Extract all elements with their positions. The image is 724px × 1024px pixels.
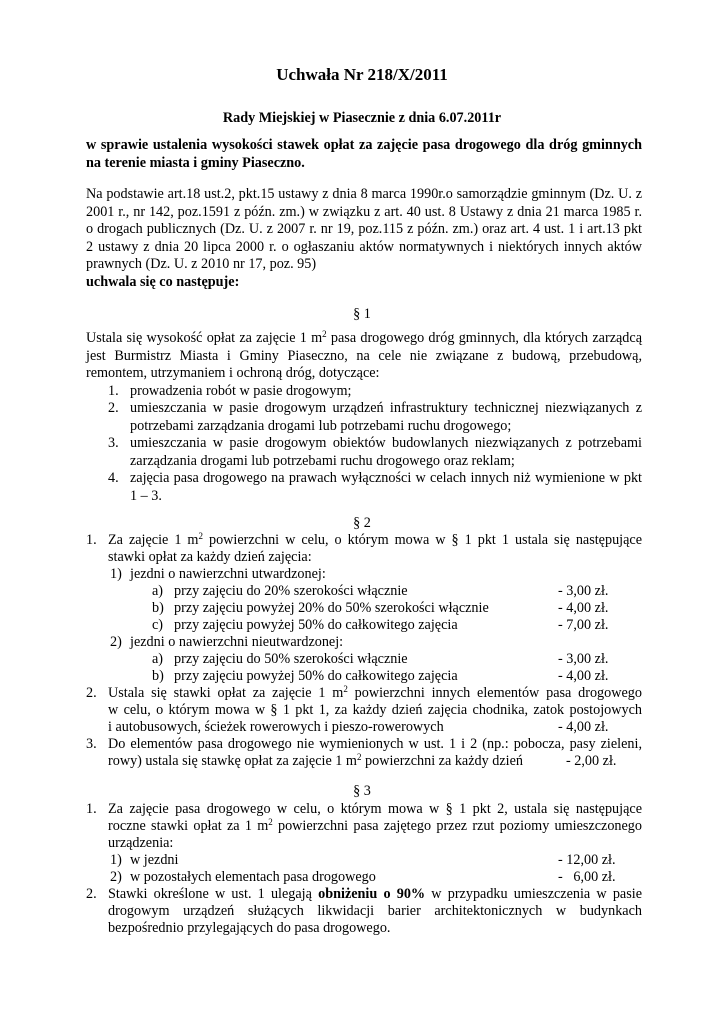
section-1-intro-sup: 2: [322, 329, 327, 339]
section-2-para-1-text-b: powierzchni w celu, o którym mowa w § 1 pkt 1 ustala się następujące: [202, 532, 642, 548]
section-2-heading: § 2: [353, 515, 371, 531]
section-1-item: zajęcia pasa drogowego na prawach wyłączności w celach innych niż wymienione w pkt 1 – 3.: [130, 470, 642, 504]
subitem-num: 1): [110, 852, 122, 868]
section-2-para-1-sup: 2: [198, 531, 203, 541]
section-2-para-3-text-b: powierzchni za każdy dzień: [361, 753, 523, 769]
section-3-para-2-line-3: bezpośrednio przylegających do pasa drogowego.: [108, 920, 391, 936]
section-3-para-2-line-2: drogowym urządzeń służących likwidacji barier architektonicznych w budynkach: [108, 903, 642, 919]
rate-letter: a): [152, 583, 164, 599]
section-1-item-num: 3.: [108, 435, 119, 451]
section-1-item: prowadzenia robót w pasie drogowym;: [130, 383, 352, 399]
section-3-para-2-text-b: w przypadku umieszczenia w pasie: [425, 886, 642, 902]
rate-text: przy zajęciu do 50% szerokości włącznie: [174, 651, 408, 667]
rate-amount: - 6,00 zł.: [558, 869, 616, 885]
section-2-para-1-line-2: stawki opłat za każdy dzień zajęcia:: [108, 549, 312, 565]
section-2-para-3-line-1: Do elementów pasa drogowego nie wymienionych w ust. 1 i 2 (np.: pobocza, pasy zieleni,: [108, 736, 642, 752]
subitem-text: w pozostałych elementach pasa drogowego: [130, 869, 376, 885]
section-1-intro: [86, 330, 642, 383]
section-3-para-1-line-3: urządzenia:: [108, 835, 174, 851]
section-2-para-3-line-2: [108, 753, 523, 771]
subitem-num: 1): [110, 566, 122, 582]
section-3-para-1-line-2: [108, 818, 642, 836]
section-3-para-1-text-a: roczne stawki opłat za 1 m: [108, 818, 269, 834]
rate-text: przy zajęciu do 20% szerokości włącznie: [174, 583, 408, 599]
resolution-subtitle: Rady Miejskiej w Piasecznie z dnia 6.07.2011r: [222, 110, 502, 126]
section-3-para-1-line-1: Za zajęcie pasa drogowego w celu, o którym mowa w § 1 pkt 2, ustala się następujące: [108, 801, 642, 817]
section-1-heading: § 1: [353, 306, 371, 322]
rate-text: przy zajęciu powyżej 50% do całkowitego zajęcia: [174, 668, 458, 684]
subitem-label: jezdni o nawierzchni utwardzonej:: [130, 566, 326, 582]
rate-letter: a): [152, 651, 164, 667]
rate-amount: - 2,00 zł.: [566, 753, 617, 769]
section-3-para-2-text-a: Stawki określone w ust. 1 ulegają: [108, 886, 319, 902]
section-1-item: umieszczania w pasie drogowym urządzeń infrastruktury technicznej niezwiązanych z potrzebami zarządzania drogami lub potrzebami ruchu drogowego;: [130, 400, 642, 434]
section-1-item: umieszczania w pasie drogowym obiektów budowlanych niezwiązanych z potrzebami zarządzania drogami lub potrzebami ruchu drogowego oraz reklam;: [130, 435, 642, 469]
section-2-para-num: 2.: [86, 685, 97, 701]
section-2-para-2-sup: 2: [343, 684, 348, 694]
section-2-para-num: 1.: [86, 532, 97, 548]
rate-text: przy zajęciu powyżej 50% do całkowitego zajęcia: [174, 617, 458, 633]
section-1-item-num: 4.: [108, 470, 119, 486]
section-2-para-1-text-a: Za zajęcie 1 m: [108, 532, 199, 548]
section-2-para-3-sup: 2: [356, 752, 362, 762]
rate-letter: b): [152, 600, 164, 616]
section-1-intro-text-b: pasa drogowego dróg gminnych, dla których zarządcą jest Burmistrz Miasta i Gminy Piaseczno, na cele nie związane z budową, przebudową, remontem, utrzymaniem i ochroną dróg, dotyczące:: [86, 330, 642, 381]
resolution-title: Uchwała Nr 218/X/2011: [276, 65, 448, 84]
rate-amount: - 7,00 zł.: [558, 617, 609, 633]
rate-amount: - 4,00 zł.: [558, 719, 609, 735]
subitem-text: w jezdni: [130, 852, 179, 868]
legal-basis-text: Na podstawie art.18 ust.2, pkt.15 ustawy z dnia 8 marca 1990r.o samorządzie gminnym (Dz. U. z 2001 r., nr 142, poz.1591 z późn. zm.) w związku z art. 40 ust. 8 Ustawy z dnia 21 marca 1985 r. o drogach publicznych (Dz. U. z 2007 r. nr 19, poz.115 z późn. zm.) oraz art. 4 ust. 1 i art.13 pkt 2 ustawy z dnia 20 lipca 2000 r. o ogłaszaniu aktów normatywnych i niektórych innych aktów prawnych (Dz. U. z 2010 nr 17, poz. 95): [86, 186, 642, 272]
subitem-num: 2): [110, 634, 122, 650]
section-2-para-2-text-a: Ustala się stawki opłat za zajęcie 1 m: [108, 685, 344, 701]
rate-amount: - 3,00 zł.: [558, 583, 609, 599]
section-2-para-num: 3.: [86, 736, 97, 752]
section-1-item-num: 2.: [108, 400, 119, 416]
section-2-para-2-line-3: i autobusowych, ścieżek rowerowych i pieszo-rowerowych: [108, 719, 444, 735]
legal-basis: [86, 186, 642, 291]
section-2-para-2-line-1: [108, 685, 642, 703]
section-3-para-1-text-b: powierzchni pasa zajętego przez rzut poziomy umieszczonego: [272, 818, 642, 834]
section-2-para-2-text-b: powierzchni innych elementów pasa drogowego: [347, 685, 642, 701]
section-3-para-2-line-1: [108, 886, 642, 904]
section-1-intro-text-a: Ustala się wysokość opłat za zajęcie 1 m: [86, 330, 323, 346]
rate-amount: - 12,00 zł.: [558, 852, 616, 868]
reduction-emphasis: obniżeniu o 90%: [318, 886, 426, 902]
rate-letter: b): [152, 668, 164, 684]
subitem-label: jezdni o nawierzchni nieutwardzonej:: [130, 634, 344, 650]
subitem-num: 2): [110, 869, 122, 885]
rate-letter: c): [152, 617, 164, 633]
rate-amount: - 4,00 zł.: [558, 668, 609, 684]
resolves-clause: uchwala się co następuje:: [86, 273, 240, 290]
section-3-para-1-sup: 2: [268, 817, 273, 827]
section-2-para-1-line-1: [108, 532, 642, 550]
rate-amount: - 4,00 zł.: [558, 600, 609, 616]
section-3-para-num: 2.: [86, 886, 97, 902]
section-2-para-2-line-2: w celu, o którym mowa w § 1 pkt 1, za każdy dzień zajęcia chodnika, zatok postojowych: [108, 702, 642, 718]
rate-amount: - 3,00 zł.: [558, 651, 609, 667]
section-1-item-num: 1.: [108, 383, 119, 399]
section-3-para-num: 1.: [86, 801, 97, 817]
rate-text: przy zajęciu powyżej 20% do 50% szerokości włącznie: [174, 600, 489, 616]
section-2-para-3-text-a: rowy) ustala się stawkę opłat za zajęcie 1 m: [108, 753, 357, 769]
resolution-subject: w sprawie ustalenia wysokości stawek opłat za zajęcie pasa drogowego dla dróg gminnych na terenie miasta i gminy Piaseczno.: [86, 137, 642, 171]
section-3-heading: § 3: [353, 783, 371, 799]
